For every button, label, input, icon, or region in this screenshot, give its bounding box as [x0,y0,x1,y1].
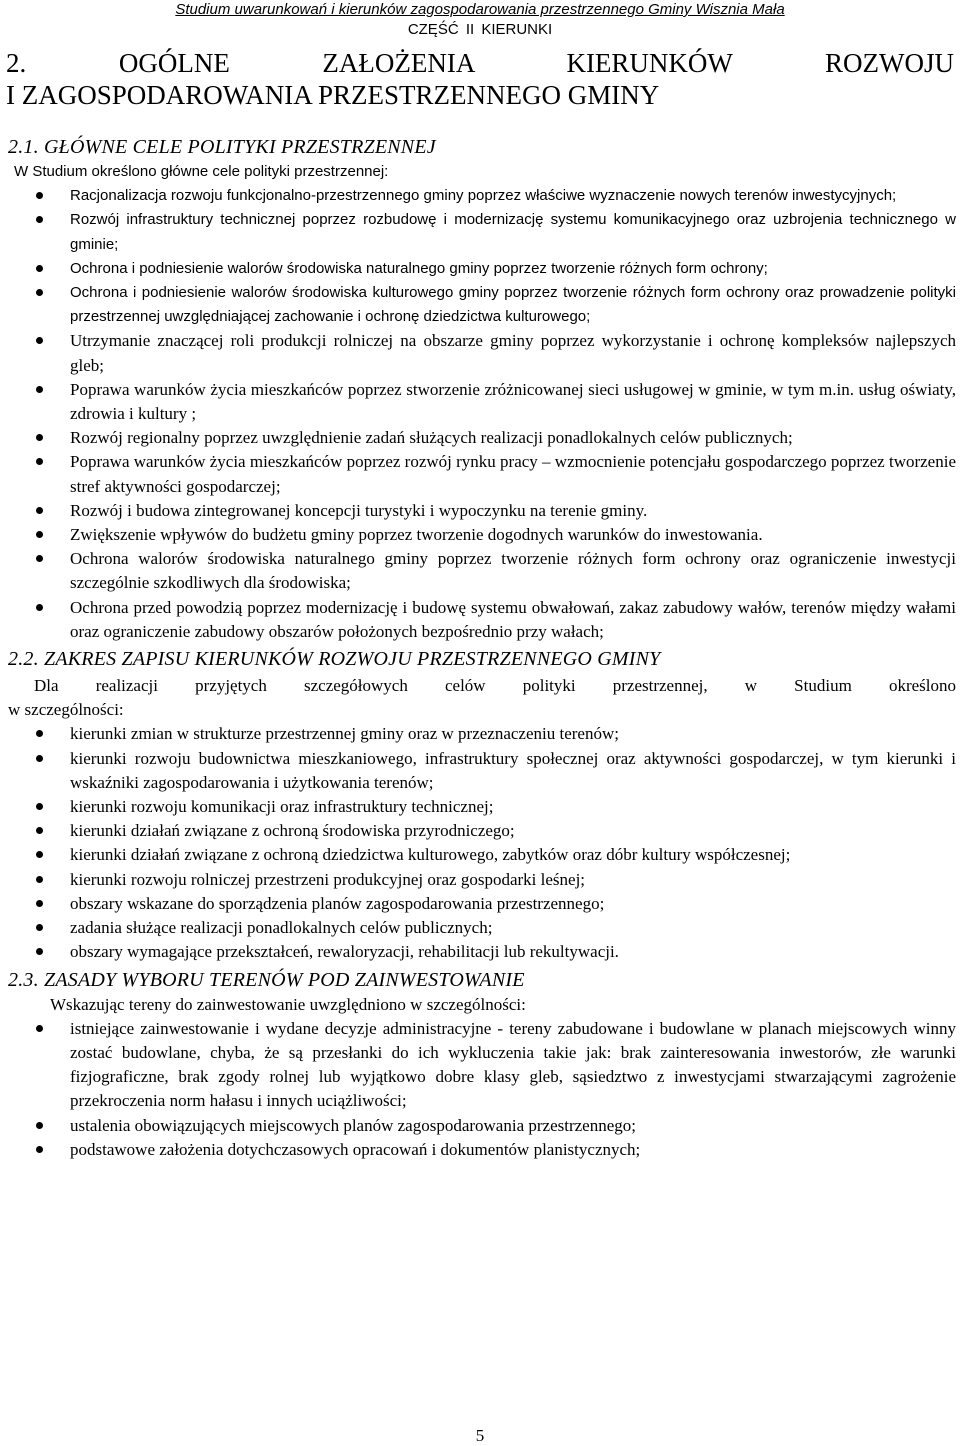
list-item-text: kierunki zmian w strukturze przestrzennej gminy oraz w przeznaczeniu terenów; [70,724,619,744]
running-header [0,0,960,40]
page-number: 5 [475,1426,485,1445]
bullet-icon [36,531,43,538]
list-item [8,523,956,547]
bullet-icon [36,827,43,834]
list-item [8,892,956,916]
list-item [8,1017,956,1114]
list-item-text: podstawowe założenia dotychczasowych opracowań i dokumentów planistycznych; [70,1139,641,1159]
bullet-icon [36,507,43,514]
list-item [8,499,956,523]
list-item [8,450,956,498]
list-item-text: Zwiększenie wpływów do budżetu gminy poprzez tworzenie dogodnych warunków do inwestowania. [70,525,763,545]
list-item [8,281,956,329]
bullet-icon [36,265,43,272]
section-2-1-list [8,184,956,644]
list-item-text: ustalenia obowiązujących miejscowych planów zagospodarowania przestrzennego; [70,1115,636,1135]
list-item-text: zadania służące realizacji ponadlokalnych celów publicznych; [70,918,493,938]
bullet-icon [36,216,43,223]
list-item-text: Rozwój i budowa zintegrowanej koncepcji turystyki i wypoczynku na terenie gminy. [70,500,648,520]
section-2-3-intro: Wskazując tereny do zainwestowanie uwzględniono w szczególności: [50,994,526,1014]
bullet-icon [36,458,43,465]
section-title-2-2: 2.2. ZAKRES ZAPISU KIERUNKÓW ROZWOJU PRZESTRZENNEGO GMINY [8,648,661,671]
list-item-text: kierunki rozwoju rolniczej przestrzeni produkcyjnej oraz gospodarki leśnej; [70,869,586,889]
bullet-icon [36,851,43,858]
list-item-text: Ochrona i podniesienie walorów środowiska naturalnego gminy poprzez tworzenie różnych form ochrony; [70,259,768,277]
list-item-text: Utrzymanie znaczącej roli produkcji rolniczej na obszarze gminy poprzez wykorzystanie i ochronę kompleksów najlepszych gleb; [70,331,956,375]
chapter-title-line-1: 2. OGÓLNE ZAŁOŻENIA KIERUNKÓW ROZWOJU [6,48,954,78]
list-item [8,722,956,746]
list-item [8,795,956,819]
bullet-icon [36,948,43,955]
section-2-3-list [8,1017,956,1162]
list-item-text: Rozwój infrastruktury technicznej poprzez rozbudowę i modernizację systemu komunikacyjnego oraz uzbrojenia technicznego w gminie; [70,211,956,253]
list-item [8,426,956,450]
header-part-title: CZĘŚĆ II KIERUNKI [407,21,553,38]
bullet-icon [36,1025,43,1032]
list-item-text: kierunki działań związane z ochroną środowiska przyrodniczego; [70,821,515,841]
list-item [8,378,956,426]
bullet-icon [36,900,43,907]
bullet-icon [36,337,43,344]
list-item [8,819,956,843]
bullet-icon [36,192,43,199]
bullet-icon [36,924,43,931]
list-item [8,940,956,964]
list-item [8,329,956,377]
list-item [8,257,956,281]
section-2-2-intro: Dla realizacji przyjętych szczegółowych celów polityki przestrzennej, w Studium określono [34,676,956,696]
header-document-title: Studium uwarunkowań i kierunków zagospodarowania przestrzennego Gminy Wisznia Mała [175,1,785,18]
section-2-2-list [8,722,956,964]
list-item-text: istniejące zainwestowanie i wydane decyzje administracyjne - tereny zabudowane i budowlane w planach miejscowych winny zostać budowlane, chyba, że są przesłanki do ich wykluczenia takie jak: brak zainteresowania inwestorów, złe warunki fizjograficzne, brak zgody rolnej lub wyjątkowo dobre klasy gleb, sąsiedztwo z inwestycjami stwarzającymi zagrożenie przekroczenia norm hałasu i innych uciążliwości; [70,1018,956,1111]
bullet-icon [36,1146,43,1153]
list-item [8,208,956,256]
list-item-text: Poprawa warunków życia mieszkańców poprzez rozwój rynku pracy – wzmocnienie potencjału gospodarczego poprzez tworzenie stref aktywności gospodarczej; [70,452,957,496]
bullet-icon [36,730,43,737]
list-item-text: Rozwój regionalny poprzez uwzględnienie zadań służących realizacji ponadlokalnych celów publicznych; [70,428,793,448]
section-title-2-1: 2.1. GŁÓWNE CELE POLITYKI PRZESTRZENNEJ [8,136,436,158]
list-item-text: kierunki działań związane z ochroną dziedzictwa kulturowego, zabytków oraz dóbr kultury współczesnej; [70,845,791,865]
section-2-1-intro: W Studium określono główne cele polityki przestrzennej: [14,163,389,180]
list-item [8,916,956,940]
chapter-title [6,47,954,111]
list-item-text: Ochrona przed powodzią poprzez modernizację i budowę systemu obwałowań, zakaz zabudowy wałów, terenów między wałami oraz ograniczenie zabudowy obszarów położonych bezpośrednio przy wałach; [70,597,956,641]
list-item-text: Ochrona i podniesienie walorów środowiska kulturowego gminy poprzez tworzenie różnych form ochrony oraz prowadzenie polityki przestrzennej uwzględniającej zachowanie i ochronę dziedzictwa kulturowego; [70,284,956,326]
list-item-text: Ochrona walorów środowiska naturalnego gminy poprzez tworzenie różnych form ochrony oraz ograniczenie inwestycji szczególnie szkodliwych dla środowiska; [70,549,956,593]
bullet-icon [36,289,43,296]
bullet-icon [36,1122,43,1129]
bullet-icon [36,803,43,810]
section-title-2-3: 2.3. ZASADY WYBORU TERENÓW POD ZAINWESTOWANIE [8,968,525,991]
list-item-text: kierunki rozwoju komunikacji oraz infrastruktury technicznej; [70,797,494,817]
bullet-icon [36,755,43,762]
list-item [8,184,956,208]
bullet-icon [36,555,43,562]
chapter-title-line-2: I ZAGOSPODAROWANIA PRZESTRZENNEGO GMINY [6,80,660,110]
bullet-icon [36,386,43,393]
list-item [8,596,956,644]
list-item [8,868,956,892]
list-item-text: obszary wymagające przekształceń, rewaloryzacji, rehabilitacji lub rekultywacji. [70,942,619,962]
list-item [8,747,956,795]
list-item [8,1114,956,1138]
list-item-text: kierunki rozwoju budownictwa mieszkaniowego, infrastruktury społecznej oraz aktywności gospodarczej, w tym kierunki i wskaźniki zagospodarowania i użytkowania terenów; [70,748,956,792]
bullet-icon [36,604,43,611]
list-item-text: obszary wskazane do sporządzenia planów zagospodarowania przestrzennego; [70,893,605,913]
section-2-2-intro-cont: w szczególności: [8,700,124,720]
list-item [8,547,956,595]
section-2-1-body [8,160,956,644]
list-item [8,1138,956,1162]
list-item-text: Racjonalizacja rozwoju funkcjonalno-przestrzennego gminy poprzez właściwe wyznaczenie nowych terenów inwestycyjnych; [70,187,897,205]
page-content [8,134,956,1162]
bullet-icon [36,434,43,441]
bullet-icon [36,876,43,883]
list-item [8,843,956,867]
list-item-text: Poprawa warunków życia mieszkańców poprzez stworzenie zróżnicowanej sieci usługowej w gminie, w tym m.in. usług oświaty, zdrowia i kultury ; [70,379,956,424]
